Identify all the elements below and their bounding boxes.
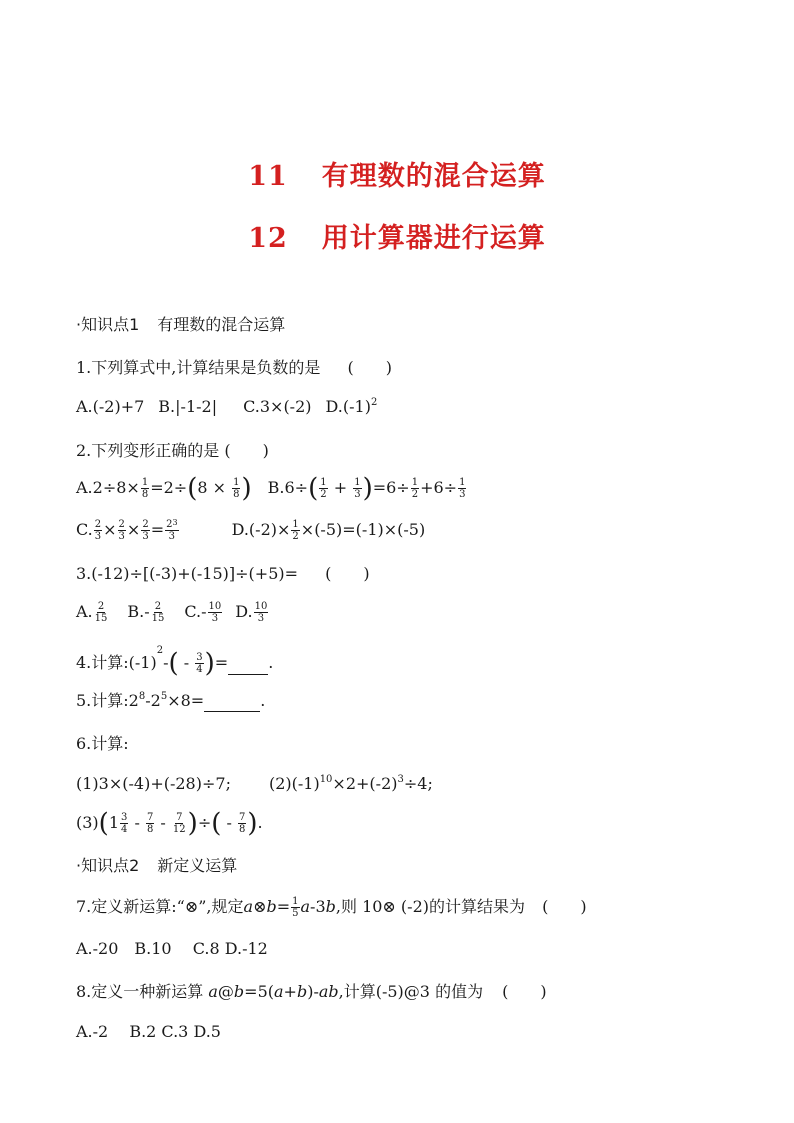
answer-blank[interactable] <box>204 693 260 712</box>
fraction: $\frac{1}{2}$ <box>411 477 419 500</box>
question-5: 5.计算$:2^8-2^5\times 8=$ . <box>76 691 266 710</box>
stem-text: 2.下列变形正确的是 ( ) <box>76 441 269 460</box>
exponent: 2 <box>370 397 378 408</box>
question-1-choices <box>76 396 377 418</box>
answer-bracket: ( ) <box>542 897 587 916</box>
question-2-choices-cd: C. $\frac{2}{3}$ × $\frac{2}{3}$ × $\frac{2}{3}$ = $\frac{2^3}{3}$ D.(-2)× $\frac{1}{2}$ ×(-5)=(-1)×(-5) <box>76 518 426 542</box>
kp-text: 有理数的混合运算 <box>157 315 286 334</box>
question-6-stem <box>76 733 129 755</box>
stem-text: ×8= <box>167 691 205 710</box>
exponent: 5 <box>160 691 168 702</box>
fraction: $\frac{10}{3}$ <box>254 601 268 624</box>
choice-c: C.3×(-2) <box>243 397 312 416</box>
fraction: $\frac{1}{5}$ <box>292 896 299 919</box>
question-2-choices-ab: A.2÷8× $\frac{1}{8}$ =2÷(8 × $\frac{1}{8}$ ) B.6÷( $\frac{1}{2}$ + $\frac{1}{3}$ )=6÷ $\frac{1}{2}$ +6÷ $\frac{1}{3}$ <box>76 473 466 504</box>
choices-text: A.-2 B.2 C.3 D.5 <box>76 1022 221 1041</box>
question-3-stem <box>76 563 370 585</box>
knowledge-point-2 <box>76 855 237 877</box>
fraction: $\frac{1}{8}$ <box>233 477 240 500</box>
bullet: · <box>76 315 82 334</box>
fraction: $\frac{2^3}{3}$ <box>166 518 178 542</box>
title-11 <box>0 154 794 193</box>
choices-text: A.-20 B.10 C.8 D.-12 <box>76 939 268 958</box>
fraction: $\frac{1}{8}$ <box>141 477 149 500</box>
choice-b: B.|-1-2| <box>158 397 218 416</box>
fraction: $\frac{7}{8}$ <box>238 812 246 835</box>
part-1: (1)3×(-4)+(-28)÷7; <box>76 774 231 793</box>
stem-text: 8.定义一种新运算 <box>76 982 204 1001</box>
exponent: 3 <box>397 774 404 785</box>
fraction: $\frac{10}{3}$ <box>208 601 222 624</box>
question-8-choices <box>76 1021 221 1043</box>
question-1-stem <box>76 357 392 379</box>
stem-text: 5.计算:2 <box>76 691 139 710</box>
fraction: $\frac{1}{2}$ <box>320 477 327 500</box>
stem-text: 1.下列算式中,计算结果是负数的是 <box>76 358 321 377</box>
title-number: 11 <box>248 161 288 192</box>
answer-blank[interactable] <box>228 644 268 675</box>
title-12 <box>0 216 794 255</box>
part-2: ÷4; <box>403 774 433 793</box>
fraction: $\frac{7}{8}$ <box>146 812 154 835</box>
fraction: $\frac{1}{3}$ <box>459 477 466 500</box>
title-text: 用计算器进行运算 <box>321 223 546 254</box>
part-2: (2)(-1) <box>268 774 320 793</box>
bullet: · <box>76 856 82 875</box>
fraction: $\frac{7}{12}$ <box>172 812 186 835</box>
fraction: $\frac{2}{3}$ <box>142 519 149 542</box>
question-6-part-3: (3)(1 $\frac{3}{4}$ - $\frac{7}{8}$ - $\frac{7}{12}$ )÷( - $\frac{7}{8}$ ). <box>76 808 263 839</box>
stem-text: 6.计算: <box>76 734 129 753</box>
fraction: $\frac{2}{15}$ <box>151 601 165 624</box>
exponent: 10 <box>319 774 333 785</box>
choice-a: A.(-2)+7 <box>76 397 145 416</box>
exponent: 8 <box>138 691 146 702</box>
kp-label: 知识点1 <box>81 315 140 334</box>
answer-bracket: ( ) <box>502 982 547 1001</box>
exponent: 2 <box>156 645 164 656</box>
part-2: ×2+(-2) <box>332 774 398 793</box>
stem-text: ,则 10⊗ (-2)的计算结果为 <box>335 897 525 916</box>
fraction: $\frac{2}{3}$ <box>94 519 102 542</box>
title-number: 12 <box>248 223 288 254</box>
question-4: 4.计算$:(-1)^2-$( - $\frac{3}{4}$ )= . <box>76 645 274 679</box>
question-3-choices: A. $\frac{2}{15}$ B.- $\frac{2}{15}$ C.- $\frac{10}{3}$ D. $\frac{10}{3}$ <box>76 601 268 624</box>
fraction: $\frac{1}{3}$ <box>354 477 361 500</box>
fraction: $\frac{2}{15}$ <box>94 601 108 624</box>
question-6-parts <box>76 773 433 795</box>
stem-text: -2 <box>145 691 161 710</box>
stem-text: 4.计算:(-1) <box>76 653 157 672</box>
knowledge-point-1 <box>76 314 285 336</box>
answer-bracket: ( ) <box>347 358 392 377</box>
answer-bracket: ( ) <box>325 564 370 583</box>
fraction: $\frac{2}{3}$ <box>118 519 125 542</box>
stem-text: 3.(-12)÷[(-3)+(-15)]÷(+5)= <box>76 564 299 583</box>
stem-text: ,计算(-5)@3 的值为 <box>338 982 484 1001</box>
question-2-stem <box>76 440 269 462</box>
fraction: $\frac{3}{4}$ <box>121 812 128 835</box>
question-7-stem: 7.定义新运算:“⊗”,规定a⊗b= $\frac{1}{5}$ a-3b,则 10⊗ (-2)的计算结果为 ( ) <box>76 896 587 919</box>
fraction: $\frac{1}{2}$ <box>292 519 299 542</box>
choice-d: D.(-1) <box>325 397 371 416</box>
question-7-choices <box>76 938 268 960</box>
kp-label: 知识点2 <box>81 856 140 875</box>
title-text: 有理数的混合运算 <box>321 161 546 192</box>
question-8-stem: 8.定义一种新运算 a@b=5(a+b)-ab,计算(-5)@3 的值为 ( ) <box>76 982 547 1001</box>
kp-text: 新定义运算 <box>157 856 238 875</box>
fraction: $\frac{3}{4}$ <box>196 652 203 675</box>
stem-text: 7.定义新运算:“⊗”,规定 <box>76 897 244 916</box>
part-label: (3) <box>76 813 99 832</box>
